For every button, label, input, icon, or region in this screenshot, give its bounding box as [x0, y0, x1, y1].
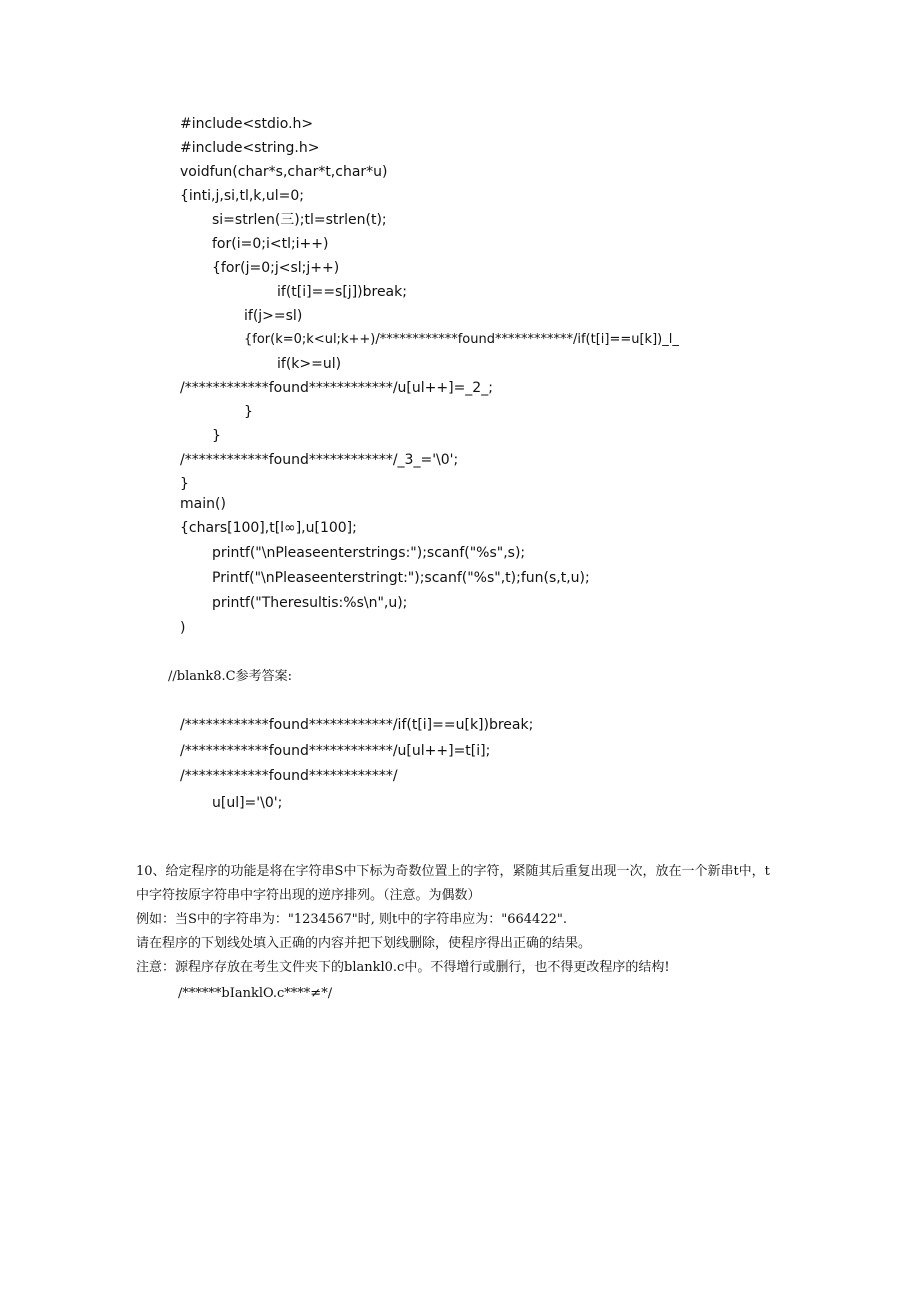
code-line: {for(k=0;k<ul;k++)/************found************/if(t[i]==u[k])_l_	[244, 332, 679, 347]
answer-line: u[ul]='\0';	[212, 795, 283, 811]
code-line: #include<string.h>	[180, 140, 320, 156]
answer-line: /************found************/if(t[i]==u[k])break;	[180, 717, 534, 733]
answer-line: /************found************/	[180, 768, 398, 784]
code-line: )	[180, 620, 186, 636]
code-line: }	[212, 428, 221, 444]
problem-line: 例如：当S中的字符串为："1234567"时, 则t中的字符串应为："664422".	[136, 912, 567, 927]
code-line: if(j>=sl)	[244, 308, 303, 324]
code-line: /************found************/_3_='\0';	[180, 452, 459, 468]
problem-line: /******bIanklO.c****≠*/	[178, 986, 333, 1001]
problem-line: 注意：源程序存放在考生文件夹下的blankl0.c中。不得增行或删行，也不得更改程序的结构!	[136, 960, 670, 975]
code-line: {inti,j,si,tl,k,ul=0;	[180, 188, 304, 204]
problem-line: 请在程序的下划线处填入正确的内容并把下划线删除，使程序得出正确的结果。	[136, 936, 592, 951]
code-line: Printf("\nPleaseenterstringt:");scanf("%s",t);fun(s,t,u);	[212, 570, 590, 586]
code-line: }	[244, 404, 253, 420]
code-line: #include<stdio.h>	[180, 116, 314, 132]
code-line: voidfun(char*s,char*t,char*u)	[180, 164, 388, 180]
code-line: for(i=0;i<tl;i++)	[212, 236, 329, 252]
code-line: si=strlen(三);tl=strlen(t);	[212, 212, 387, 228]
answer-line: /************found************/u[ul++]=t[i];	[180, 743, 491, 759]
code-line: main()	[180, 496, 226, 512]
code-line: printf("Theresultis:%s\n",u);	[212, 595, 408, 611]
code-line: {for(j=0;j<sl;j++)	[212, 260, 340, 276]
answer-heading: //blank8.C参考答案:	[168, 669, 292, 684]
code-line: if(k>=ul)	[277, 356, 342, 372]
code-line: /************found************/u[ul++]=_2_;	[180, 380, 493, 396]
code-line: {chars[100],t[l∞],u[100];	[180, 520, 357, 536]
code-line: if(t[i]==s[j])break;	[277, 284, 407, 300]
code-line: }	[180, 476, 189, 492]
code-line: printf("\nPleaseenterstrings:");scanf("%s",s);	[212, 545, 526, 561]
problem-line: 10、给定程序的功能是将在字符串S中下标为奇数位置上的字符，紧随其后重复出现一次，放在一个新串t中，t	[136, 864, 770, 879]
problem-line: 中字符按原字符串中字符出现的逆序排列。（注意。为偶数）	[136, 888, 481, 903]
